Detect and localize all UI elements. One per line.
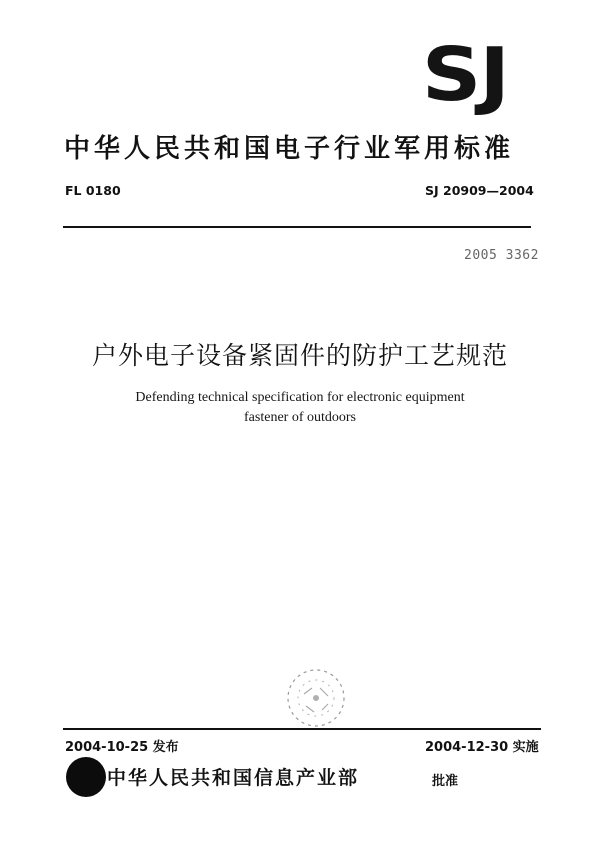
document-title-english-line2: fastener of outdoors: [244, 410, 356, 425]
classification-code: FL 0180: [65, 183, 121, 198]
sj-logo: SJ: [421, 32, 508, 118]
document-title-chinese: 户外电子设备紧固件的防护工艺规范: [91, 341, 508, 370]
stamp-number: 2005 3362: [464, 248, 539, 263]
footer-divider: [63, 728, 541, 730]
standard-title: 中华人民共和国电子行业军用标准: [64, 134, 515, 164]
bullet-dot-icon: [66, 757, 106, 797]
issuing-authority: 中华人民共和国信息产业部: [107, 767, 360, 789]
issue-date: 2004-10-25 发布: [65, 740, 179, 755]
implementation-date: 2004-12-30 实施: [425, 740, 539, 755]
approved-label: 批准: [432, 774, 459, 789]
document-title-english-line1: Defending technical specification for electronic equipment: [135, 390, 465, 405]
header-divider: [63, 226, 531, 228]
standard-number: SJ 20909—2004: [425, 183, 534, 198]
faint-seal-icon: [282, 664, 350, 732]
